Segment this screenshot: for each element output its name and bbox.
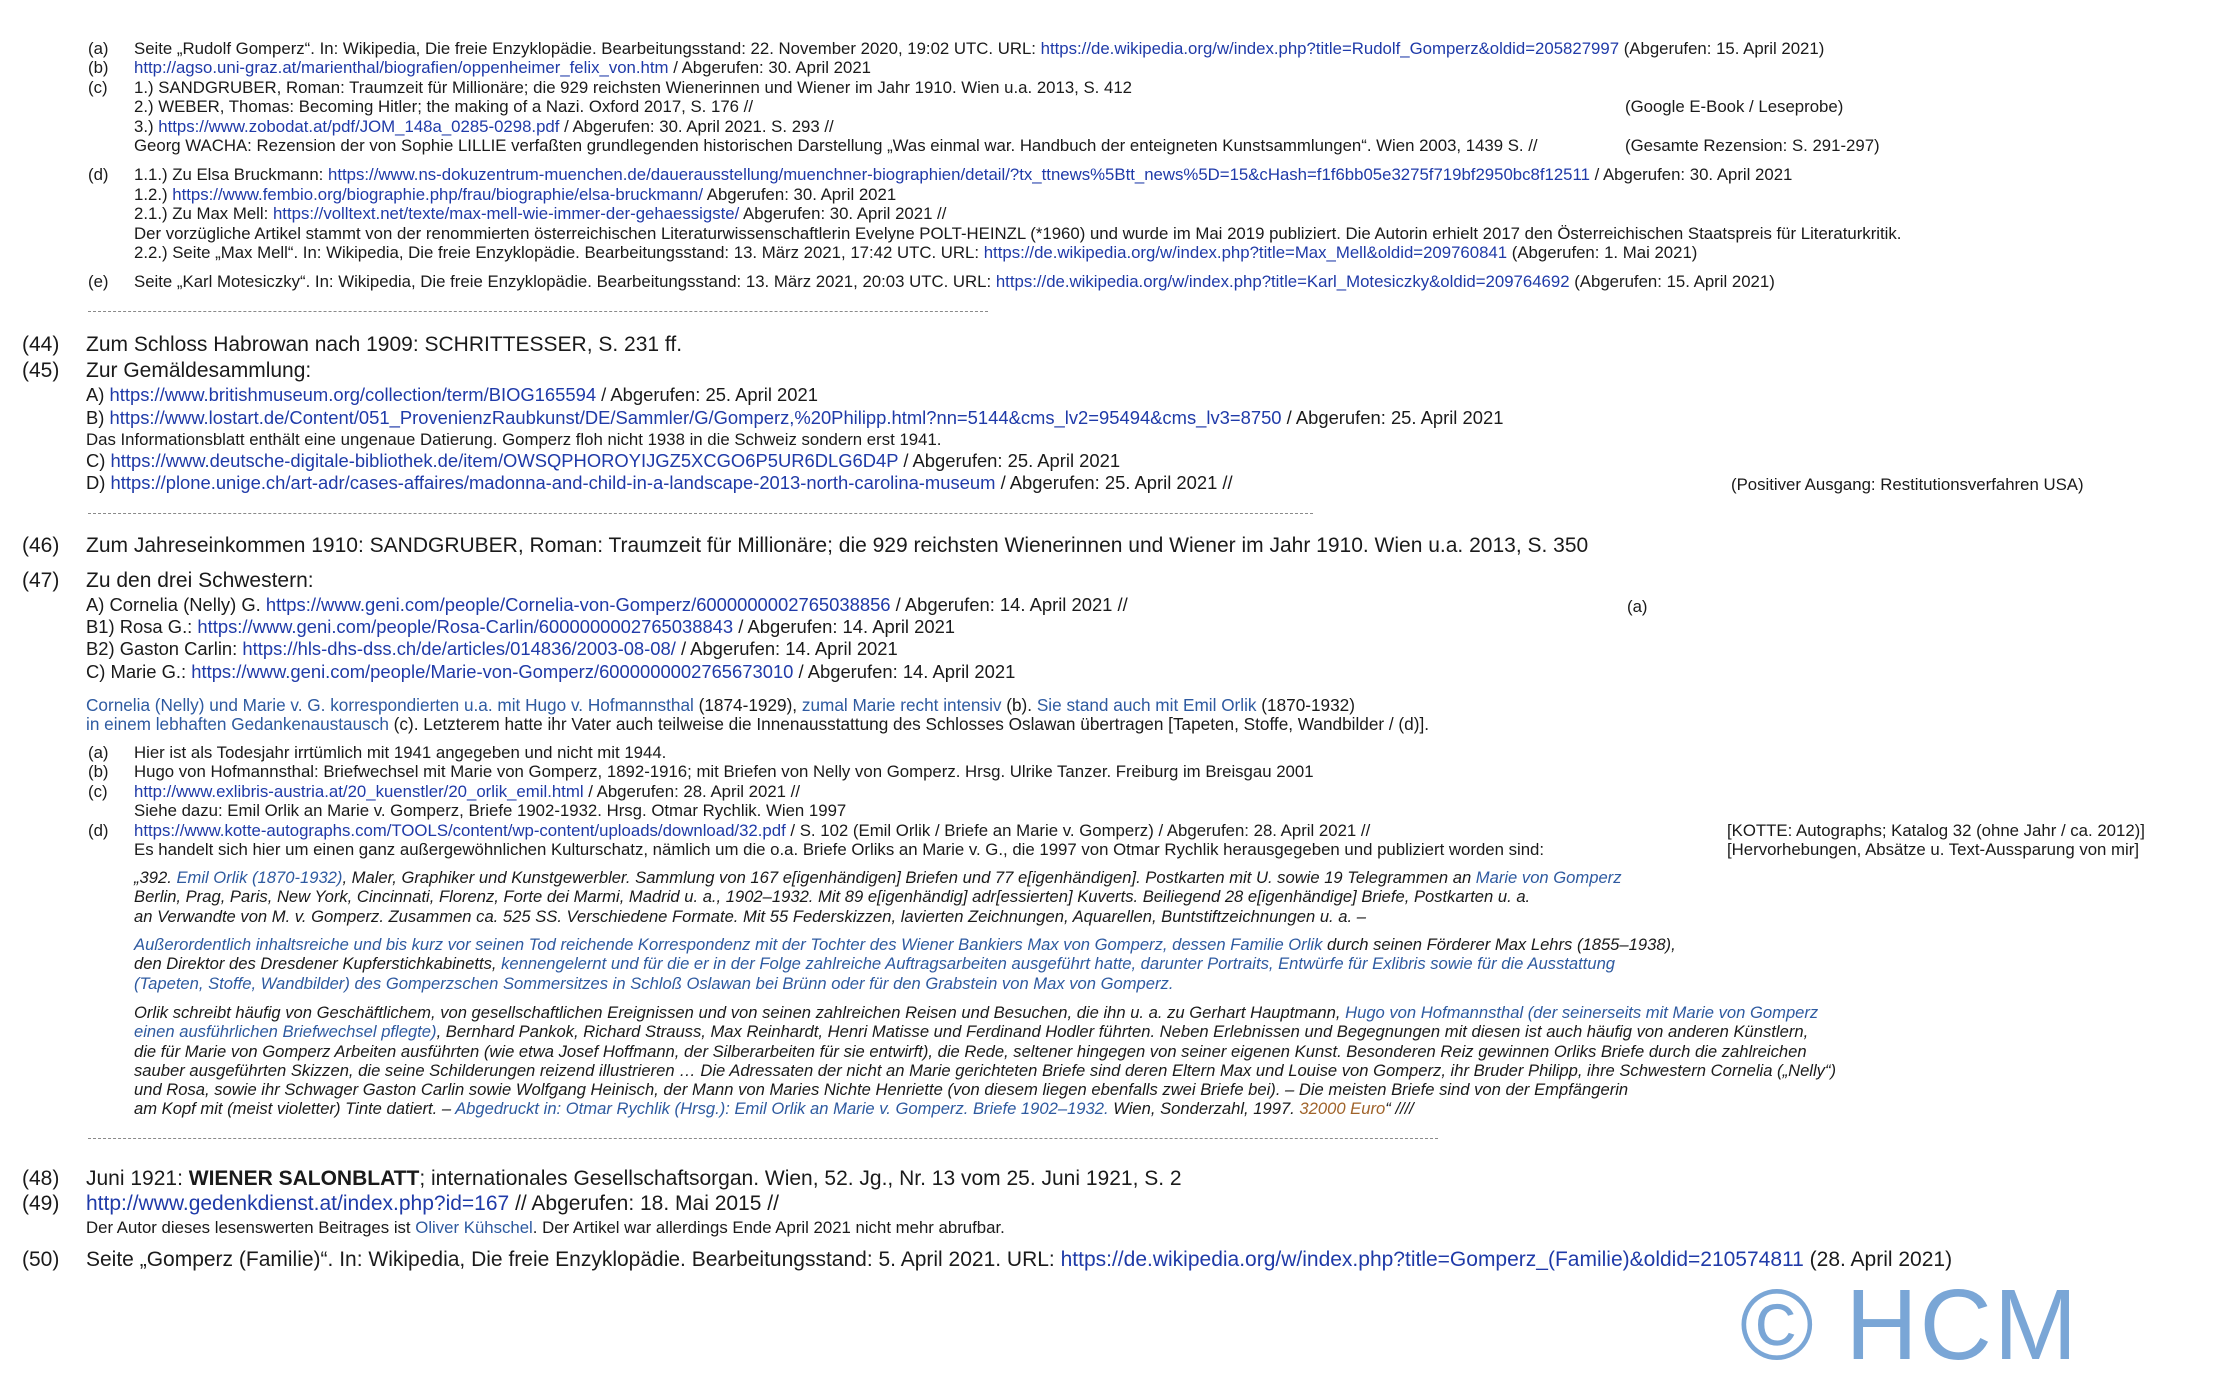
britishmuseum-link[interactable]: https://www.britishmuseum.org/collection/term/BIOG165594 [109,384,597,405]
note-number: (45) [22,359,60,382]
footnote-row-a [0,39,2214,58]
item-prefix: B) [86,407,110,428]
retrieved-date: (28. April 2021) [1803,1248,1953,1271]
footnote-row-c [0,78,2214,97]
note-45 [0,358,2214,383]
note-number: (47) [22,569,60,592]
quote-text: , Maler, Graphiker und Kunstgewerbler. Sammlung von 167 e[igenhändigen] Briefen und 77 e[igenhändigen]. Postkarten mit U. sowie 19 Telegrammen an [342,868,1476,887]
wikipedia-link[interactable]: https://de.wikipedia.org/w/index.php?title=Gomperz_(Familie)&oldid=210574811 [1060,1248,1804,1271]
highlight-text: (Tapeten, Stoffe, Wandbilder) des Gomperzschen Sommersitzes in Schloß Oslawan bei Brünn oder für den Grabstein von Max von Gomperz. [134,973,1174,993]
note-45-remark: Das Informationsblatt enthält eine ungenaue Datierung. Gomperz floh nicht 1938 in die Schweiz sondern erst 1941. [86,430,942,449]
item-prefix: C) Marie G.: [86,661,192,682]
quote-text: sauber ausgeführten Skizzen, die seine Schilderungen reizend illustrieren … Die Adressaten der nicht an Marie gerichteten Briefe sind deren Eltern Max und Louise von Gomperz, ihr Bruder Philipp, ihre Schwestern Cornelia („Nelly“) [134,1060,1837,1080]
footnote-label: (c) [88,781,108,801]
geni-link[interactable]: https://www.geni.com/people/Marie-von-Gomperz/6000000002765673010 [191,661,794,682]
footnote-text: Es handelt sich hier um einen ganz außergewöhnlichen Kulturschatz, nämlich um die o.a. Briefe Orliks an Marie v. G., die 1997 von Otmar Rychlik herausgegeben und publiziert worden sind: [134,839,1545,859]
side-remark: (Positiver Ausgang: Restitutionsverfahren USA) [1731,475,2084,494]
note-text: Zum Schloss Habrowan nach 1909: SCHRITTESSER, S. 231 ff. [86,333,683,356]
ddb-link[interactable]: https://www.deutsche-digitale-bibliothek.de/item/OWSQPHOROYIJGZ5XCGO6P5UR6DLG6D4P [110,450,899,471]
footnote-row-d5 [0,243,2214,262]
footnote-row-e [0,272,2214,291]
note-number: (48) [22,1167,60,1190]
retrieved-date: / Abgerufen: 30. April 2021 [668,58,871,78]
footnote-label: (b) [88,762,109,782]
footnote-label: (a) [88,39,109,58]
retrieved-date: / Abgerufen: 30. April 2021 [1589,165,1793,185]
note-47 [0,568,2214,593]
note-47-paragraph-2 [86,714,1429,734]
note-text: Zu den drei Schwestern: [86,569,314,592]
body-text: (1874-1929), [693,695,802,715]
body-text: . Der Artikel war allerdings Ende April 2021 nicht mehr abrufbar. [532,1218,1005,1237]
kotte-link[interactable]: https://www.kotte-autographs.com/TOOLS/content/wp-content/uploads/download/32.pdf [134,820,786,840]
author-name: Oliver Kühschel [415,1218,533,1237]
note-text: Zur Gemäldesammlung: [86,359,312,382]
price-text: 32000 Euro [1299,1099,1386,1119]
quote-text: an Verwandte von M. v. Gomperz. Zusammen ca. 525 SS. Verschiedene Formate. Mit 55 Federskizzen, lavierten Zeichnungen, Aquarellen, Buntstiftzeichnungen u. a. – [134,906,1366,926]
footnote-text: 2.) WEBER, Thomas: Becoming Hitler; the making of a Nazi. Oxford 2017, S. 176 // [134,97,753,117]
highlight-text: Emil Orlik (1870-1932) [176,868,343,887]
side-remark: (Gesamte Rezension: S. 291-297) [1625,135,1880,155]
footnote-label: (b) [88,58,109,78]
footnote-row-d [0,821,2214,840]
footnote-row-c [0,782,2214,801]
retrieved-date: (Abgerufen: 1. Mai 2021) [1507,242,1698,262]
highlight-text: einen ausführlichen Briefwechsel pflegte) [134,1022,437,1042]
note-47-item-b2 [86,638,898,661]
hls-link[interactable]: https://hls-dhs-dss.ch/de/articles/014836/2003-08-08/ [242,638,676,659]
item-prefix: C) [86,450,111,471]
footnote-text: Seite „Rudolf Gomperz“. In: Wikipedia, Die freie Enzyklopädie. Bearbeitungsstand: 22. November 2020, 19:02 UTC. URL: [134,39,1041,58]
quote-text: und Rosa, sowie ihr Schwager Gaston Carlin sowie Wolfgang Heinisch, der Mann von Maries Nichte Henriette (von diesem liegen ebenfalls zwei Briefe bei). – Die meisten Briefe sind von der Empfängerin [134,1080,1629,1100]
retrieved-date: Abgerufen: 30. April 2021 // [739,204,947,224]
highlight-text: Sie stand auch mit Emil Orlik [1036,695,1257,715]
retrieved-date: Abgerufen: 30. April 2021 [703,184,897,204]
footnote-row-c2 [0,801,2214,820]
footnote-row-c3 [0,117,2214,136]
retrieved-date: / Abgerufen: 14. April 2021 [793,661,1016,682]
retrieved-date: (Abgerufen: 15. April 2021) [1619,39,1825,58]
publication-title: WIENER SALONBLATT [188,1167,420,1190]
footnote-text: Georg WACHA: Rezension der von Sophie LILLIE verfaßten grundlegenden historischen Darstellung „Was einmal war. Handbuch der enteigneten Kunstsammlungen“. Wien 2003, 1439 S. // [134,135,1538,155]
zobodat-link[interactable]: https://www.zobodat.at/pdf/JOM_148a_0285-0298.pdf [158,116,560,136]
note-48 [0,1166,2214,1191]
quote-text: Orlik schreibt häufig von Geschäftlichem, von gesellschaftlichen Ereignissen und von seinen zahlreichen Reisen und Besuchen, die ihn u. a. zu Gerhart Hauptmann, [134,1003,1346,1022]
note-number: (50) [22,1248,60,1271]
quote-paragraph-1 [134,868,1622,926]
highlight-text: zumal Marie recht intensiv [801,695,1002,715]
footnote-text: Hier ist als Todesjahr irrtümlich mit 1941 angegeben und nicht mit 1944. [134,743,667,762]
footnote-text: 1.) SANDGRUBER, Roman: Traumzeit für Millionäre; die 929 reichsten Wienerinnen und Wiener im Jahr 1910. Wien u.a. 2013, S. 412 [134,77,1133,97]
divider [88,1138,1438,1139]
footnote-text: 1.2.) [134,184,173,204]
quote-text: den Direktor des Dresdener Kupferstichkabinetts, [134,954,502,974]
footnote-label: (e) [88,272,109,292]
retrieved-date: / Abgerufen: 30. April 2021. S. 293 // [559,116,834,136]
volltext-link[interactable]: https://volltext.net/texte/max-mell-wie-immer-der-gehaessigste/ [272,204,740,224]
note-46 [0,533,2214,558]
unige-link[interactable]: https://plone.unige.ch/art-adr/cases-affaires/madonna-and-child-in-a-landscape-2013-north-carolina-museum [110,472,996,493]
item-prefix: B2) Gaston Carlin: [86,638,243,659]
side-remark: [KOTTE: Autographs; Katalog 32 (ohne Jahr / ca. 2012)] [1727,820,2145,840]
footnote-text: Der vorzügliche Artikel stammt von der renommierten österreichischen Literaturwissenschaftlerin Evelyne POLT-HEINZL (*1960) und wurde im Mai 2019 publiziert. Die Autorin erhielt 2017 den Österreichischen Staatspreis für Literaturkritik. [134,223,1902,243]
footnote-row-b [0,58,2214,77]
footnote-row-c4 [0,136,2214,155]
wikipedia-link[interactable]: https://de.wikipedia.org/w/index.php?title=Rudolf_Gomperz&oldid=205827997 [1040,39,1620,58]
footnote-text: 1.1.) Zu Elsa Bruckmann: [134,165,328,185]
body-text: (1870-1932) [1256,695,1355,715]
quote-paragraph-2 [134,935,1676,993]
highlight-text: Außerordentlich inhaltsreiche und bis kurz vor seinen Tod reichende Korrespondenz mit der Tochter des Wiener Bankiers Max von Gomperz, dessen Familie Orlik [134,935,1323,954]
retrieved-date: / Abgerufen: 28. April 2021 // [583,781,801,801]
note-text: Zum Jahreseinkommen 1910: SANDGRUBER, Roman: Traumzeit für Millionäre; die 929 reichsten Wienerinnen und Wiener im Jahr 1910. Wien u.a. 2013, S. 350 [86,534,1589,557]
geni-link[interactable]: https://www.geni.com/people/Rosa-Carlin/6000000002765038843 [197,616,734,637]
copyright-watermark: © HCM [1740,1269,2080,1381]
quote-text: Wien, Sonderzahl, 1997. [1108,1099,1300,1119]
retrieved-date: / Abgerufen: 14. April 2021 // [890,594,1128,615]
note-47-item-a [86,594,1128,617]
item-prefix: B1) Rosa G.: [86,616,198,637]
note-47-paragraph-1 [86,695,1355,715]
divider [88,513,1313,514]
agso-link[interactable]: http://agso.uni-graz.at/marienthal/biografien/oppenheimer_felix_von.htm [134,58,669,78]
side-remark: (a) [1627,597,1648,616]
note-text: Seite „Gomperz (Familie)“. In: Wikipedia, Die freie Enzyklopädie. Bearbeitungsstand: 5. April 2021. URL: [86,1248,1061,1271]
note-49 [0,1191,2214,1216]
top-footnote-block [0,39,2214,292]
note-number: (44) [22,333,60,356]
footnote-text: Siehe dazu: Emil Orlik an Marie v. Gomperz, Briefe 1902-1932. Hrsg. Otmar Rychlik. Wien 1997 [134,801,847,821]
note-text: Juni 1921: [86,1167,189,1190]
footnote-text: 2.2.) Seite „Max Mell“. In: Wikipedia, Die freie Enzyklopädie. Bearbeitungsstand: 13. März 2021, 17:42 UTC. URL: [134,242,984,262]
note-number: (46) [22,534,60,557]
footnote-label: (d) [88,820,109,840]
note-49-remark [86,1218,1005,1237]
wikipedia-link[interactable]: https://de.wikipedia.org/w/index.php?title=Karl_Motesiczky&oldid=209764692 [995,272,1570,292]
body-text: (b). [1001,695,1037,715]
note-44 [0,332,2214,357]
fembio-link[interactable]: https://www.fembio.org/biographie.php/frau/biographie/elsa-bruckmann/ [172,184,704,204]
quote-text: “ //// [1385,1099,1414,1119]
footnote-row-c2 [0,97,2214,116]
quote-paragraph-3 [134,1003,1836,1119]
highlight-text: kennengelernt und für die er in der Folge zahlreiche Auftragsarbeiten ausgeführt hatte, darunter Portraits, Entwürfe für Exlibris sowie für die Ausstattung [501,954,1616,974]
quote-text: durch seinen Förderer Max Lehrs (1855–1938), [1322,935,1676,954]
divider [88,311,988,312]
lostart-link[interactable]: https://www.lostart.de/Content/051_ProvenienzRaubkunst/DE/Sammler/G/Gomperz,%20Philipp.html?nn=5144&cms_lv2=95494&cms_lv3=8750 [109,407,1282,428]
side-remark: [Hervorhebungen, Absätze u. Text-Aussparung von mir] [1727,839,2139,859]
retrieved-date: / Abgerufen: 25. April 2021 // [995,472,1233,493]
retrieved-date: / Abgerufen: 14. April 2021 [675,638,898,659]
gedenkdienst-link[interactable]: http://www.gedenkdienst.at/index.php?id=167 [86,1192,510,1215]
quote-text: die für Marie von Gomperz Arbeiten ausführten (wie etwa Josef Hoffmann, der Silberarbeiten für sie entwirft), die Rede, seltener hingegen von seiner eigenen Kunst. Besonderen Reiz gewinnen Orliks Briefe durch die zahlreichen [134,1041,1807,1061]
footnote-label: (a) [88,743,109,762]
ns-dokuzentrum-link[interactable]: https://www.ns-dokuzentrum-muenchen.de/dauerausstellung/muenchner-biographien/detail/?tx_ttnews%5Btt_news%5D=15&cHash=f1f6bb05e3275f719bf2950bc8f12511 [328,165,1590,185]
retrieved-date: / Abgerufen: 25. April 2021 [596,384,818,405]
item-prefix: A) Cornelia (Nelly) G. [86,594,266,615]
footnote-text: 3.) [134,116,159,136]
retrieved-date: / S. 102 (Emil Orlik / Briefe an Marie v. Gomperz) / Abgerufen: 28. April 2021 // [785,820,1371,840]
highlight-text: Abgedruckt in: Otmar Rychlik (Hrsg.): Emil Orlik an Marie v. Gomperz. Briefe 1902–1932. [455,1099,1109,1119]
highlight-text: in einem lebhaften Gedankenaustausch [86,714,389,734]
wikipedia-link[interactable]: https://de.wikipedia.org/w/index.php?title=Max_Mell&oldid=209760841 [983,242,1508,262]
retrieved-date: (Abgerufen: 15. April 2021) [1569,272,1775,292]
side-remark: (Google E-Book / Leseprobe) [1625,97,1844,117]
retrieved-date: // Abgerufen: 18. Mai 2015 // [509,1192,779,1215]
highlight-text: Marie von Gomperz [1475,868,1622,887]
note-47-item-c [86,661,1015,684]
retrieved-date: / Abgerufen: 14. April 2021 [733,616,956,637]
retrieved-date: / Abgerufen: 25. April 2021 [898,450,1121,471]
footnote-text: Seite „Karl Motesiczky“. In: Wikipedia, Die freie Enzyklopädie. Bearbeitungsstand: 13. März 2021, 20:03 UTC. URL: [134,272,996,292]
footnote-row-d3 [0,204,2214,223]
footnote-row-d4 [0,224,2214,243]
footnote-label: (c) [88,77,108,97]
exlibris-link[interactable]: http://www.exlibris-austria.at/20_kuenstler/20_orlik_emil.html [134,781,584,801]
note-45-item-b [86,407,1503,430]
note-45-item-a [86,384,818,407]
footnote-row-b [0,762,2214,781]
item-prefix: A) [86,384,110,405]
note-text: ; internationales Gesellschaftsorgan. Wien, 52. Jg., Nr. 13 vom 25. Juni 1921, S. 2 [419,1167,1182,1190]
footnote-text: 2.1.) Zu Max Mell: [134,204,273,224]
body-text: Der Autor dieses lesenswerten Beitrages ist [86,1218,416,1237]
footnote-row-d2 [0,185,2214,204]
retrieved-date: / Abgerufen: 25. April 2021 [1281,407,1504,428]
footnote-row-a [0,743,2214,762]
quote-text: am Kopf mit (meist violetter) Tinte datiert. – [134,1099,456,1119]
note-number: (49) [22,1192,60,1215]
item-prefix: D) [86,472,111,493]
quote-text: , Bernhard Pankok, Richard Strauss, Max Reinhardt, Henri Matisse und Ferdinand Hodler führten. Neben Erlebnissen und Begegnungen mit diesen ist auch häufig von anderen Künstlern, [436,1022,1809,1042]
footnote-text: Hugo von Hofmannsthal: Briefwechsel mit Marie von Gomperz, 1892-1916; mit Briefen von Nelly von Gomperz. Hrsg. Ulrike Tanzer. Freiburg im Breisgau 2001 [134,762,1314,782]
note-45-item-c [86,450,1120,473]
geni-link[interactable]: https://www.geni.com/people/Cornelia-von-Gomperz/6000000002765038856 [265,594,891,615]
footnote-label: (d) [88,165,109,185]
quote-text: „392. [134,868,177,887]
note-45-item-d [86,472,1233,495]
highlight-text: Cornelia (Nelly) und Marie v. G. korrespondierten u.a. mit Hugo v. Hofmannsthal [86,695,694,715]
body-text: (c). Letzterem hatte ihr Vater auch teilweise die Innenausstattung des Schlosses Oslawan übertragen [Tapeten, Stoffe, Wandbilder / (d)]. [388,714,1429,734]
footnote-row-d [0,165,2214,184]
note-47-item-b1 [86,616,955,639]
highlight-text: Hugo von Hofmannsthal (der seinerseits mit Marie von Gomperz [1345,1003,1819,1022]
note-47-footnotes [0,743,2214,859]
footnote-row-d2 [0,840,2214,859]
quote-text: Berlin, Prag, Paris, New York, Cincinnati, Florenz, Forte dei Marmi, Madrid u. a., 1902–1932. Mit 89 e[igenhändig] adr[essierten] Kuverts. Beiliegend 28 e[igenhändige] Briefe, Postkarten u. a. [134,887,1531,907]
